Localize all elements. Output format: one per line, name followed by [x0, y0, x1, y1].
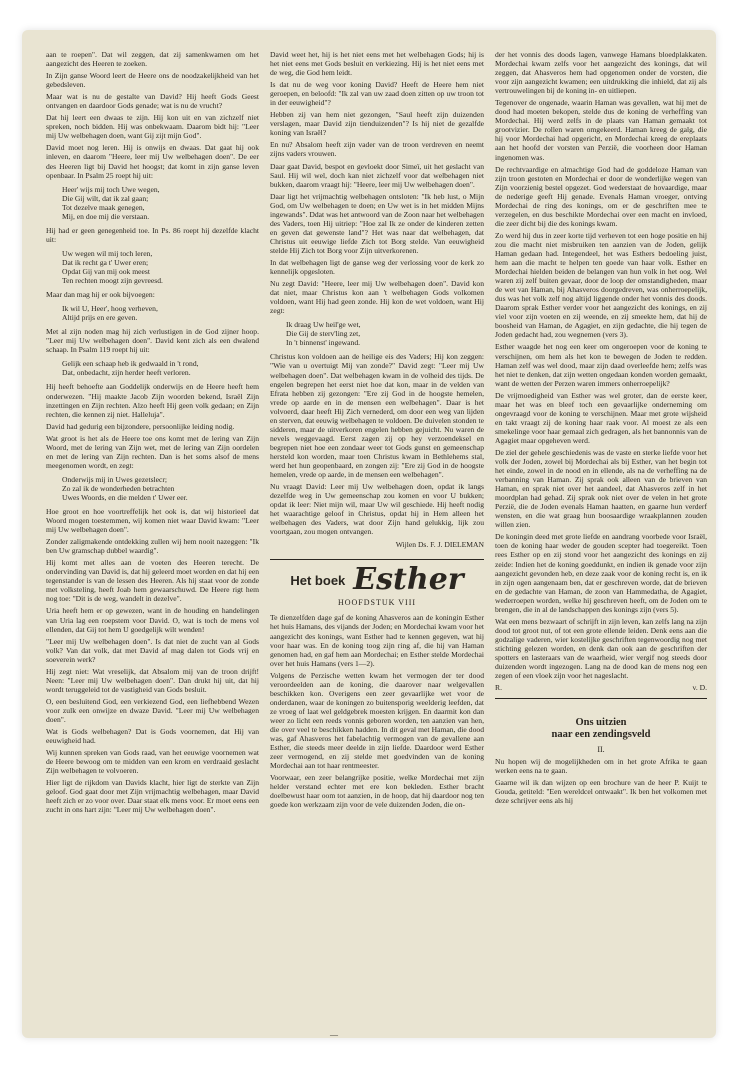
- paragraph: aan te roepen". Dat wil zeggen, dat zij samenkwamen om het aangezicht des Heeren te zoeken.: [46, 50, 259, 69]
- paragraph: Zo werd hij dus in zeer korte tijd verheven tot een hoge positie en hij zou die macht niet misbruiken ten aanzien van de Joden, gelijk Haman gedaan had. Integendeel, het was Esthers bedoeling juist, hem aan die macht te helpen ten goede van haar volk. Esther en Mordechai hielden beiden de belangen van hun volk in het oog. Wel waren zij zelf buiten gevaar, door de loop der omstandigheden, maar de wet van Haman, bij Ahasveros doorgedreven, was onherroepelijk, dus was het volk zelf nog altijd liggende onder het vonnis des doods. Daarom sprak Esther verder voor het aangezicht des konings, en zij viel voor zijn voeten en zij weende, en zij smeekte hem, dat hij de boosheid van Haman, de Agagiet, en zijn gedachte, die hij tegen de Joden gedacht had, zou wegnemen (vers 3).: [495, 230, 707, 340]
- paragraph: Wat groot is het als de Heere toe ons komt met de lering van Zijn Woord, met de lering van Zijn wet, met de lering van Zijn oordelen en met de lering van Zijn rechten. Dan is het soms alsof de mens meegenomen wordt, en zegt:: [46, 433, 259, 470]
- paragraph: Wat een mens bezwaart of schrijft in zijn leven, kan zelfs lang na zijn dood tot groot nut, of tot een grote ellende leiden. Denk eens aan die godzalige vaderen, wier kostelijke geschriften tegenwoordig nog met stichting gelezen worden, en denk dan ook aan de geschriften der spotters en lasteraars van de waarheid, wier vergif nog steeds door duizenden wordt ingezogen. Lang na de dood kan de mens nog een zegen of een vloek zijn voor het nageslacht.: [495, 616, 707, 681]
- paragraph: David weet het, hij is het niet eens met het welbehagen Gods; hij is het niet eens met Gods besluit en verkiezing. Hij is het niet eens met de weg, die God hem leidt.: [270, 50, 484, 78]
- paragraph: Maar wat is nu de gestalte van David? Hij heeft Gods Geest ontvangen en daardoor Gods genade; wat is nu de vrucht?: [46, 92, 259, 111]
- paragraph: In Zijn ganse Woord leert de Heere ons de noodzakelijkheid van het gebedsleven.: [46, 71, 259, 90]
- paragraph: David had gedurig een bijzondere, persoonlijke leiding nodig.: [46, 421, 235, 431]
- column-right: [495, 50, 707, 970]
- paragraph: Nu hopen wij de mogelijkheden om in het grote Afrika te gaan werken eens na te gaan.: [495, 757, 707, 776]
- paragraph: Hij heeft behoefte aan Goddelijk onderwijs en de Heere heeft hem onderwezen. "Hij maakte Jacob Zijn woorden bekend, Israël Zijn inzettingen en Zijn rechten. Alzo heeft Hij geen volk gedaan; en Zijn rechten, die kennen zij niet. Halleluja".: [46, 382, 259, 419]
- paragraph: Nu zegt David: "Heere, leer mij Uw welbehagen doen". David kon dat niet, maar Christus kon aan 't welbehagen Gods volkomen voldoen, want Hij had geen zonde. Hij kon de wet voldoen, want Hij zegt:: [270, 279, 484, 316]
- paragraph: Daar gaat David, bespot en gevloekt door Simeï, uit het geslacht van Saul. Hij wil wel, doch kan niet zichzelf voor dat welbehagen niet bukken, daarom vraagt hij: "Heere, leer mij Uw welbehagen doen".: [270, 161, 484, 189]
- section-number: II.: [597, 745, 605, 755]
- signoff: [495, 683, 707, 692]
- column-left: [46, 50, 259, 970]
- paragraph: Tegenover de ongenade, waarin Haman was gevallen, wat hij met de dood had moeten bekopen, stelde dus de koning de verheffing van Mordechai. Hij werd zelfs in de plaats van Haman gemaakt tot grootvizier. De rollen waren omgekeerd. Haman kreeg de galg, die hij voor Mordechai had opgericht, en Mordechai kreeg de ereplaats aan het hoofd der vorsten van Perzië, die voorheen door Haman ingenomen was.: [495, 98, 707, 162]
- section-title-line1: Ons uitzien: [575, 717, 627, 729]
- paragraph: De koningin deed met grote liefde en aandrang voorbede voor Israël, toen de koning haar weder de gouden scepter had toegereikt. Toen rees Esther op en zij stond voor het aangezicht des konings en zij zeide: Indien het de koning goeddunkt, en indien ik genade voor zijn aangezicht gevonden heb, en deze zaak voor de koning recht is, en ik in zijn ogen aangenaam ben, dat er geschreven worde, dat de brieven en de gedachte van Haman, de zoon van Hammedatha, de Agagiet, wederroepen worden, welke hij geschreven heeft, om de Joden om te brengen, die in al de landschappen des konings zijn (vers 5).: [495, 532, 707, 614]
- header-kicker: Het boek: [290, 572, 346, 588]
- psalm-verse: Onderwijs mij in Uwes gezetslecr; Zo zal ik de wonderheden betrachten Uwes Woords, en die melden t' Uwer eer.: [62, 474, 188, 502]
- paragraph: Christus kon voldoen aan de heilige eis des Vaders; Hij kon zeggen: "Wie van u overtuigt Mij van zonde?" David zegt: "Leer mij Uw welbehagen doen". Dat welbehagen kwam in de volheid des tijds. De engelen begrepen het eerst niet hoe dat kon, maar in de velden van Efrata hebben zij gezongen: "Ere zij God in de hoogste hemelen, vrede op aarde en in de mensen een welbehagen". Daar is het volvoerd, daar heeft Hij Zich vernederd, om door een weg van lijden en sterven, dat eeuwig welbehagen te voldoen. De duivelen stonden te sidderen, maar de uitverkoren engelen hebben gejuicht. Nu waren de nevels weggevaagd. Eerst zagen zij op hey verzoendeksel en begrepen niet hoe een zondaar weer tot Gods gunst en gemeenschap hersteld kon worden, maar toen Christus kwam in Bethlehems stal, werd het hun geopenbaard, en zongen zij: "Ere zij God in de hoogste hemelen, vrede op aarde, in de mensen een welbehagen".: [270, 352, 484, 480]
- paragraph: Uria heeft hem er op gewezen, want in de houding en handelingen van Uria lag een roepstem voor David. O, wat is toch de mens vol ellenden, dat Gij tot hem U goedgelijk wilt wenden!: [46, 606, 259, 634]
- paragraph: Wat is Gods welbehagen? Dat is Gods voornemen, dat Hij van eeuwigheid had.: [46, 727, 259, 746]
- paragraph: En nu? Absalom heeft zijn vader van de troon verdreven en neemt zijns vaders vrouwen.: [270, 140, 484, 159]
- psalm-verse: Heer' wijs mij toch Uwe wegen, Die Gij wilt, dat ik zal gaan; Tot dezelve maak genegen, Mij, en doe mij die verstaan.: [62, 184, 160, 221]
- paragraph: Dat hij leert een dwaas te zijn. Hij kon uit en van zichzelf niet spreken, noch bidden. Hij was onbekwaam. Daarom bidt hij: "Leer mij Uw welbehagen doen, want Gij zijt mijn God".: [46, 113, 259, 141]
- paragraph: Hij komt met alles aan de voeten des Heeren terecht. De ondervinding van David is, dat hij geleerd moet worden en dat hij een tegenstander is van de lessen des Heeren. Als hij staat voor de zonde met volksteling, heeft Joab hem gewaarschuwd. De Heere rigt hem nog toe: "Dit is de weg, wandelt in dezelve".: [46, 558, 259, 604]
- paragraph: De vrijmoedigheid van Esther was wel groter, dan de eerste keer, maar het was en bleef toch een gevaarlijke onderneming om ongevraagd voor de koning te verschijnen. Maar met grote wijsheid en takt vraagt zij de koning haar raak voor. Al moest ze als een smekelinge voor haar gemaal zich gedragen, als het bannonnis van de Agagiet maar opgeheven werd.: [495, 390, 707, 445]
- paragraph: De ziel der gehele geschiedenis was de vaste en sterke liefde voor het volk der Joden, zowel bij Mordechai als bij Esther, van het begin tot het einde, zowel in de nood en in ellende, als na de verheffing na de verbanning van Haman. Zij sprak ook alleen van de brieven van Haman, en sprak niet over het aandeel, dat Ahasveros zelf in het moordplan had gehad. Zij sprak ook niet over de velen in het grote Perzië, die de Joden evenals Haman haatten, en gaarne hun verderf wensten, en die wat graag hun boosaardige wraakplannen zouden willen zien.: [495, 447, 707, 530]
- chapter-label: HOOFDSTUK VIII: [337, 598, 417, 608]
- signoff-right: v. D.: [692, 683, 707, 693]
- paragraph: Te dienzelfden dage gaf de koning Ahasveros aan de koningin Esther het huis Hamans, des vijands der Joden; en Mordechai kwam voor het aangezicht des konings, want Esther had te kennen gegeven, wat hij voor haar was. En de koning toog zijn ring af, die hij van Haman genomen had, en gaf hem aan Mordechai; en Esther stelde Mordechai over het huis Hamans (vers 1—2).: [270, 613, 484, 668]
- section-title-line2: naar een zendingsveld: [551, 729, 651, 741]
- page-mark: —: [330, 1030, 338, 1039]
- section-divider: [495, 698, 707, 699]
- paragraph: Hebben zij van hem niet gezongen, "Saul heeft zijn duizenden verslagen, maar David zijn tienduizenden"? Is hij niet de gezalfde koning van Israël?: [270, 110, 484, 138]
- paragraph: Wij kunnen spreken van Gods raad, van het eeuwige voornemen wat de Heere bewoog om te midden van een krom en verdraaid geslacht Zijn welbehagen te volvoeren.: [46, 748, 259, 776]
- paragraph: Hij had er geen genegenheid toe. In Ps. 86 roept hij dezelfde klacht uit:: [46, 225, 259, 244]
- psalm-verse: Uw wegen wil mij toch leren, Dat ik recht ga t' Uwer eren; Opdat Gij van mij ook meest Ten rechten moogt zijn gevreesd.: [62, 248, 163, 286]
- paragraph: De rechtvaardige en almachtige God had de goddeloze Haman van zijn troon gestoten en Mordechai er door de wonderlijke wegen van Zijn voorzienig bestel opgezet. God wederstaat de hovaardige, maar de nederige geeft Hij genade. Evenals Haman vroeger, ontving Mordechai de ring des konings, om er de geschriften mee te verzegelen, en dus beschikte Mordechai over een macht en invloed, die zeer dicht bij die des konings kwam.: [495, 164, 707, 228]
- paragraph: Zonder zaligmakende ontdekking zullen wij hem nooit nazeggen: "Ik ben Uw gramschap dubbel waardig".: [46, 537, 259, 556]
- psalm-verse: Ik wil U, Heer', hoog verheven, Altijd prijs en ere geven.: [62, 304, 158, 323]
- header-title: Esther: [353, 562, 464, 598]
- paragraph: Maar dan mag hij er ook bijvoegen:: [46, 290, 155, 300]
- paragraph: In dat welbehagen ligt de ganse weg der verlossing voor de kerk zo kennelijk opgesloten.: [270, 257, 484, 277]
- paragraph: Gaarne wil ik dan wijzen op een brochure van de heer P. Kuijt te Gouda, getiteld: "Een wereldcel ontwaakt". Ik ben het volkomen met deze schrijver eens als hij: [495, 778, 707, 806]
- paragraph: O, een besluitend God, een verkiezend God, een liefhebbend Wezen voor zulk een onwijze en dwaze David. "Leer mij Uw welbehagen doen".: [46, 696, 259, 724]
- signoff-left: R.: [495, 683, 502, 693]
- article-header: [270, 559, 484, 607]
- psalm-verse: Gelijk een schaap heb ik gedwaald in 't rond, Dat, onbedacht, zijn herder heeft verloren.: [62, 359, 199, 378]
- paragraph: Esther waagde het nog een keer om ongeroepen voor de koning te verschijnen, om hem als het kon te bewegen de Joden te redden. Haman zelf was wel dood, maar zijn daad overleefde hem; zelfs was het niet te denken, dat zijn wetten ongedaan konden worden gemaakt, want de wetten der Perzen waren immers onherroepelijk?: [495, 342, 707, 388]
- paragraph: Met al zijn noden mag hij zich verlustigen in de God zijner hoop. "Leer mij Uw welbehagen doen". David kent zich als een dwalend schaap. In Psalm 119 roept hij uit:: [46, 327, 259, 355]
- section-title: [495, 717, 707, 741]
- paragraph: Voorwaar, een zeer belangrijke positie, welke Mordechai met zijn helder verstand echter met ere kon bekleden. Esther bracht doelbewust haar oom tot aanzien, in de hoop, dat hij daardoor nog ten goede kon werkzaam zijn voor de vele duizenden Joden, die on-: [270, 773, 484, 810]
- psalm-verse: Ik draag Uw heil'ge wet, Die Gij de sterv'ling zet, In 't binnenst' ingewand.: [286, 320, 361, 348]
- paragraph: "Leer mij Uw welbehagen doen". Is dat niet de zucht van al Gods volk? Van dat volk, dat met David af mag dalen tot Gods vrij en soeverein werk?: [46, 636, 259, 664]
- paragraph: Daar ligt het vrijmachtig welbehagen ontsloten: "Ik heb lust, o Mijn God, om Uw welbehagen te doen; en Uw wet is in het midden Mijns ingewands". Ddat was het antwoord van de Zoon naar het welbehagen des Vaders, toen Hij uitriep: "Hoe zal Ik ze onder de kinderen zetten en geven dat gewenste land"? Het was naar dat welbehagen, dat Christus uit eeuwige liefde Zich tot Borg stelde. Van eeuwigheid stelde Hij Zich tot Borg voor Zijn uitverkorenen.: [270, 191, 484, 255]
- paragraph: Hij zegt niet: Wat vreselijk, dat Absalom mij van de troon drijft! Neen: "Leer mij Uw welbehagen doen". Dan drukt hij uit, dat hij wordt teruggeleid tot de vastigheid van Gods besluit.: [46, 666, 259, 694]
- author-signature: Wijlen Ds. F. J. DIELEMAN: [395, 540, 484, 550]
- paragraph: Hier ligt de rijkdom van Davids klacht, hier ligt de sterkte van Zijn geloof. God gaat door met Zijn vrijmachtig welbehagen, maar David heeft zich er zo voor over. Daar staat elk mens voor. Er moet eens een zucht in ons hart zijn: "Leer mij Uw welbehagen doen".: [46, 778, 259, 815]
- column-middle: [270, 50, 484, 970]
- paragraph: der het vonnis des doods lagen, vanwege Hamans bloedplakkaten. Mordechai kwam zelfs voor het aangezicht des konings, dat wil zeggen, dat Ahasveros hem had opgenomen onder de vorsten, die voor zijn aangezicht kwamen; een uitdrukking die inhield, dat zij als vertrouwelingen bij de koning in- en uitliepen.: [495, 50, 707, 96]
- paragraph: Hoe groot en hoe voortreffelijk het ook is, dat wij historieel dat Woord mogen toestemmen, wij komen niet waar David kwam: "Leer mij Uw welbehagen doen".: [46, 507, 259, 535]
- paragraph: Volgens de Perzische wetten kwam het vermogen der ter dood veroordeelden aan de koning, die daarover naar welgevallen beschikken kon. Overigens een zeer gevaarlijke wet voor de onderdanen, waar de koningen zo buitensporig weelderig leefden, dat ze vroeg of laat wel geldgebrek moesten krijgen. En daarmit kon dan weer zo licht een reeds vonnis geboren worden, ten aanzien van hen, die over veel te beschikken hadden. In dit geval met Haman, die dood was, gaf Ahasveros het fabelachtig vermogen van de gevallene aan Esther, die steeds meer deelde in zijn liefde. Daardoor werd Esther zeer vermogend, en zij stelde met goedvinden van de koning Mordechai aan tot haar rentmeester.: [270, 670, 484, 771]
- paragraph: David moet nog leren. Hij is onwijs en dwaas. Dat gaat hij ook inleven, en daarom "Heere, leer mij Uw welbehagen doen". De eer des Heeren ligt bij David het hoogst; dat komt in zijn ganse leven openbaar. In Psalm 25 roept hij uit:: [46, 143, 259, 180]
- paragraph: Is dat nu de weg voor koning David? Heeft de Heere hem niet geroepen, en beloofd: "Ik zal van uw zaad doen zitten op uw troon tot in der eeuwigheid"?: [270, 80, 484, 108]
- paragraph: Nu vraagt David: Leer mij Uw welbehagen doen, opdat ik langs dezelfde weg in Uw gemeenschap zou komen en voor U bukken; opdat ik leer: Niet mijn wil, maar Uw wil geschiede. Hij heeft nodig het waarachtige geloof in Christus, opdat hij in Hem alleen het welbehagen des Vaders, wat door Zijn hand gelukkig, lijk zou voortgaan, zou mogen ontvangen.: [270, 482, 484, 537]
